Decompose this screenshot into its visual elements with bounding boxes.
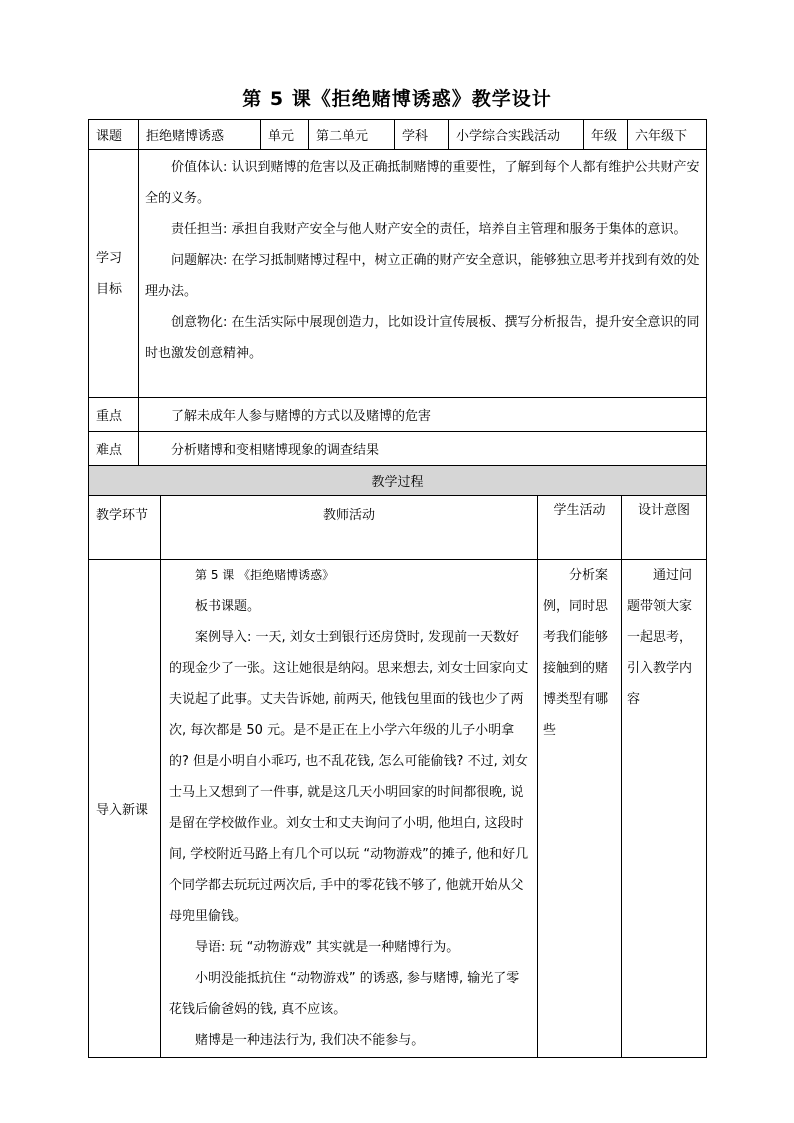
lesson-heading: 第 5 课 《拒绝赌博诱惑》 bbox=[195, 568, 335, 582]
col-design-header: 设计意图 bbox=[621, 495, 707, 560]
danyuan-value: 第二单元 bbox=[308, 119, 395, 150]
design-intent-cell: 通过问题带领大家一起思考，引入教学内容 bbox=[621, 559, 707, 1058]
danyuan-label: 单元 bbox=[260, 119, 309, 150]
page-title: 第 5 课《拒绝赌博诱惑》教学设计 bbox=[242, 88, 552, 110]
teacher-activity-cell bbox=[160, 559, 538, 1058]
nianji-label: 年级 bbox=[583, 119, 628, 150]
difficulty-text: 分析赌博和变相赌博现象的调查结果 bbox=[138, 431, 707, 466]
process-header: 教学过程 bbox=[88, 465, 707, 496]
xueke-value: 小学综合实践活动 bbox=[448, 119, 584, 150]
case-intro: 案例导入: 一天, 刘女士到银行还房贷时, 发现前一天数好的现金少了一张。这让她很是纳闷。思来想去, 刘女士回家向丈夫说起了此事。丈夫告诉她, 前两天, 他钱包里面的钱也少了两次, 每次都是 50 元。是不是正在上小学六年级的儿子小明拿的? 但是小明自小乖巧, 也不乱花钱, 怎么可能偷钱? 不过, 刘女士马上又想到了一件事, 就是这几天小明回家的时间都很晚, 说是留在学校做作业。刘女士和丈夫询问了小明, 他坦白, 这段时间, 学校附近马路上有几个可以玩 “动物游戏”的摊子, 他和好几个同学都去玩玩过两次后, 手中的零花钱不够了, 他就开始从父母兜里偷钱。 bbox=[169, 630, 529, 924]
key-point-text: 了解未成年人参与赌博的方式以及赌博的危害 bbox=[138, 397, 707, 432]
col-teacher-header: 教师活动 bbox=[160, 495, 538, 560]
objective-responsibility: 责任担当: 承担自我财产安全与他人财产安全的责任，培养自主管理和服务于集体的意识。 bbox=[171, 222, 687, 237]
stage-cell: 导入新课 bbox=[88, 559, 161, 1058]
difficulty-label: 难点 bbox=[88, 431, 139, 466]
objective-value: 价值体认: 认识到赌博的危害以及正确抵制赌博的重要性，了解到每个人都有维护公共财产安全的义务。 bbox=[145, 160, 700, 206]
key-point-label: 重点 bbox=[88, 397, 139, 432]
nianji-value: 六年级下 bbox=[627, 119, 707, 150]
col-stage-header: 教学环节 bbox=[88, 495, 161, 560]
board-title: 板书课题。 bbox=[195, 599, 261, 614]
keti-value: 拒绝赌博诱惑 bbox=[138, 119, 261, 150]
objective-creativity: 创意物化: 在生活实际中展现创造力，比如设计宣传展板、撰写分析报告，提升安全意识的同时也激发创意精神。 bbox=[145, 315, 700, 361]
objectives-content bbox=[138, 149, 707, 398]
case-comment: 小明没能抵抗住 “动物游戏” 的诱惑, 参与赌博, 输光了零花钱后偷爸妈的钱, 真不应该。 bbox=[169, 971, 520, 1017]
objective-problem-solving: 问题解决: 在学习抵制赌博过程中，树立正确的财产安全意识，能够独立思考并找到有效的处理办法。 bbox=[145, 253, 700, 299]
guide-text: 导语: 玩 “动物游戏” 其实就是一种赌博行为。 bbox=[195, 940, 460, 955]
keti-label: 课题 bbox=[88, 119, 139, 150]
conclusion: 赌博是一种违法行为, 我们决不能参与。 bbox=[195, 1033, 425, 1048]
objectives-label: 学习 目标 bbox=[88, 149, 139, 398]
student-activity-cell: 分析案例，同时思考我们能够接触到的赌博类型有哪些 bbox=[537, 559, 622, 1058]
col-student-header: 学生活动 bbox=[537, 495, 622, 560]
xueke-label: 学科 bbox=[394, 119, 449, 150]
